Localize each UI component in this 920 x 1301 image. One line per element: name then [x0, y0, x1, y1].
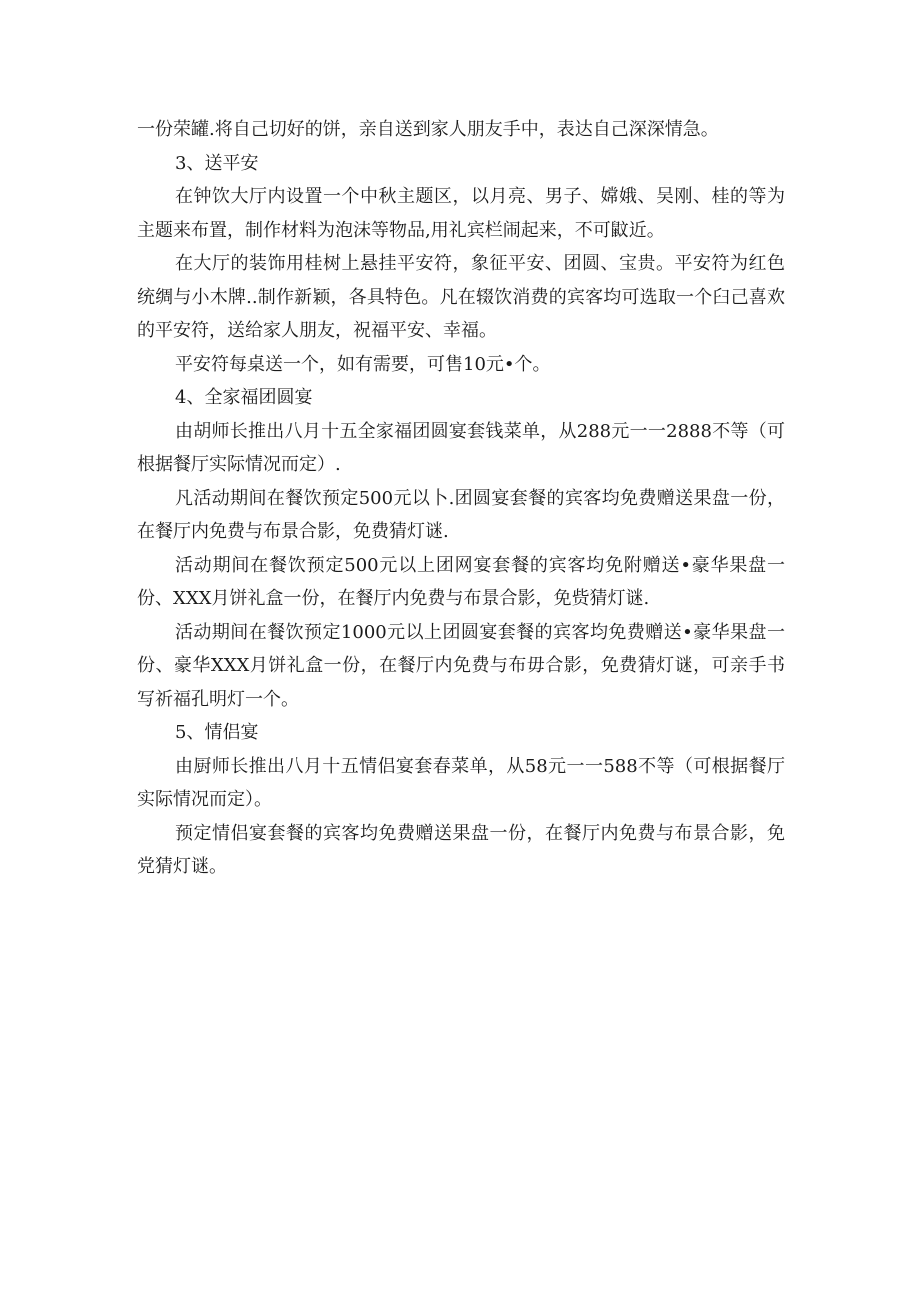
paragraph: 活动期间在餐饮预定500元以上团网宴套餐的宾客均免附赠送•豪华果盘一份、XXX月饼礼盒一份，在餐厅内免费与布景合影，免赀猜灯谜. [137, 554, 785, 609]
paragraph: 活动期间在餐饮预定1000元以上团圆宴套餐的宾客均免费赠送•豪华果盘一份、豪华XXX月饼礼盒一份，在餐厅内免费与布毋合影，免费猜灯谜，可亲手书写祈福孔明灯一个。 [137, 621, 785, 710]
paragraph: 凡活动期间在餐饮预定500元以卜.团圆宴套餐的宾客均免费赠送果盘一份，在餐厅内免费与布景合影，免费猜灯谜. [137, 487, 785, 542]
paragraph-continuation: 一份荣罐.将自己切好的饼，亲自送到家人朋友手中，表达自己深深情急。 [137, 119, 719, 140]
paragraph: 在钟饮大厅内设置一个中秋主题区，以月亮、男子、嫦娥、吴刚、桂的等为主题来布置，制作材料为泡沫等物品,用礼宾栏闹起来，不可鼤近。 [137, 186, 785, 241]
paragraph: 预定情侣宴套餐的宾客均免费赠送果盘一份，在餐厅内免费与布景合影，免党猜灯谜。 [137, 822, 785, 877]
paragraph: 由胡师长推出八月十五全家福团圆宴套钱菜单，从288元一一2888不等（可根据餐厅实际情况而定）. [137, 420, 785, 475]
section-heading-couples-banquet: 5、情侣宴 [175, 722, 259, 743]
section-heading-send-peace: 3、送平安 [175, 152, 259, 174]
document-body [137, 113, 785, 884]
paragraph: 在大厅的装饰用桂树上悬挂平安符，象征平安、团圆、宝贵。平安符为红色统绸与小木牌..制作新颖，各具特色。凡在辍饮消费的宾客均可选取一个臼己喜欢的平安符，送给家人朋友，祝福平安、幸福。 [137, 253, 785, 341]
paragraph: 由厨师长推出八月十五情侣宴套春菜单，从58元一一588不等（可根据餐厅实际情况而定）。 [137, 755, 785, 810]
paragraph: 平安符每桌送一个，如有需要，可售10元•个。 [175, 353, 551, 375]
section-heading-family-reunion-banquet: 4、全家福团圆宴 [175, 387, 313, 408]
